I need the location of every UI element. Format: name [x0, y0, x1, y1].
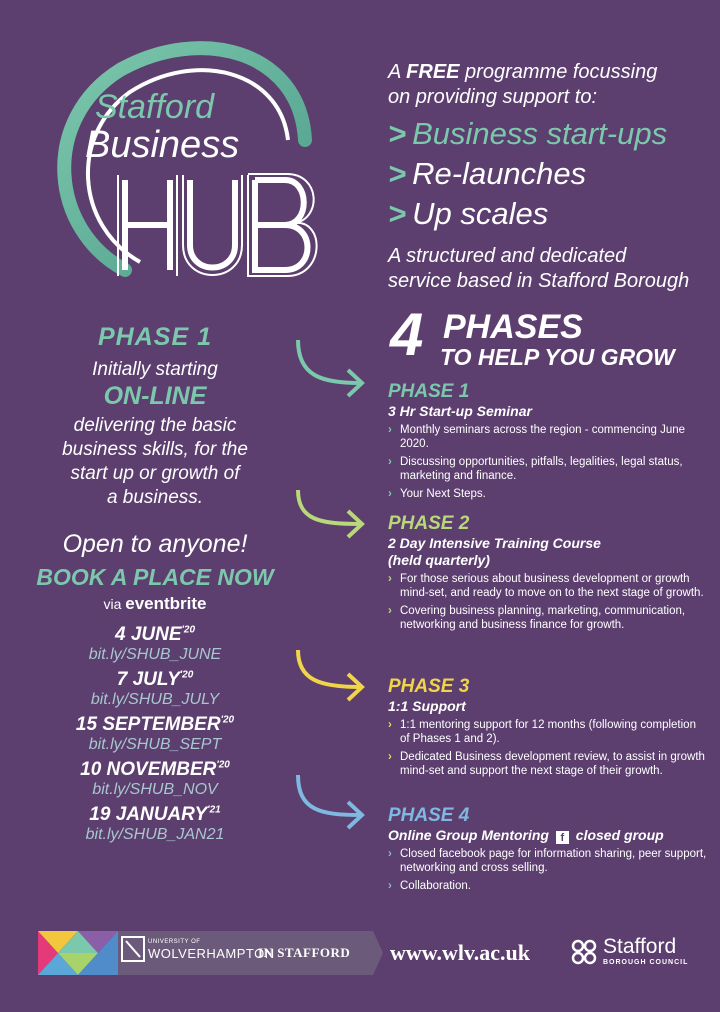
book-place-now: BOOK A PLACE NOW	[36, 564, 274, 590]
initially-text: Initially starting	[92, 359, 218, 380]
phase-3-block	[388, 676, 708, 783]
booking-link[interactable]: bit.ly/SHUB_JAN21	[85, 826, 225, 843]
delivering-line: a business.	[106, 487, 204, 508]
date-year: '20	[216, 759, 230, 771]
university-of-text: UNIVERSITY OF	[148, 939, 201, 945]
intro-text-a: A	[388, 61, 407, 83]
phase-subtitle: 2 Day Intensive Training Course	[388, 535, 601, 551]
logo-business: Business	[85, 124, 240, 166]
bullet-startups	[388, 116, 667, 152]
delivering-text	[30, 414, 280, 510]
date-item	[30, 624, 280, 646]
date-label: 10 NOVEMBER	[80, 759, 217, 780]
logo-stafford: Stafford	[95, 88, 215, 126]
list-item	[388, 456, 708, 483]
chevron-right-icon: ›	[388, 751, 392, 763]
facebook-icon: f	[556, 831, 569, 844]
booking-link[interactable]: bit.ly/SHUB_SEPT	[88, 736, 222, 753]
open-to-anyone: Open to anyone!	[62, 530, 248, 558]
point-text: For those serious about business development or growth mind-set, and ready to move on to the next stage of growth.	[400, 573, 704, 599]
phase-subtitle: (held quarterly)	[388, 552, 490, 568]
date-label: 19 JANUARY	[89, 804, 208, 825]
date-year: '20	[220, 714, 235, 726]
chevron-right-icon: >	[388, 116, 407, 151]
list-item	[388, 751, 708, 778]
phase-2-block	[388, 513, 708, 637]
intro-text-b: programme focussing	[459, 61, 658, 83]
list-item	[388, 880, 708, 894]
phases-heading: PHASES	[443, 308, 583, 346]
point-text: Your Next Steps.	[400, 488, 486, 500]
point-text: Closed facebook page for information sharing, peer support, networking and cross selling.	[400, 848, 707, 874]
phase-1-block	[388, 381, 708, 507]
bullet-label: Business start-ups	[412, 116, 668, 151]
point-text: Collaboration.	[400, 880, 471, 892]
chevron-right-icon: ›	[388, 880, 392, 892]
structured-line: service based in Stafford Borough	[388, 270, 690, 292]
list-item	[388, 424, 708, 451]
point-text: Discussing opportunities, pitfalls, legalities, legal status, marketing and finance.	[400, 456, 683, 482]
phase-points	[388, 573, 708, 632]
structured-line: A structured and dedicated	[388, 245, 627, 267]
phase-subtitle: 1:1 Support	[388, 698, 466, 714]
bullet-label: Re-launches	[412, 156, 587, 191]
point-text: 1:1 mentoring support for 12 months (following completion of Phases 1 and 2).	[400, 719, 696, 745]
phase-points	[388, 848, 708, 894]
via-eventbrite	[30, 594, 280, 614]
council-crest-icon	[568, 936, 600, 968]
date-list	[30, 624, 280, 844]
phase-subtitle: 3 Hr Start-up Seminar	[388, 403, 532, 419]
chevron-right-icon: ›	[388, 573, 392, 585]
intro-line2: on providing support to:	[388, 86, 598, 108]
chevron-right-icon: ›	[388, 605, 392, 617]
phase-4-block	[388, 805, 708, 899]
booking-link[interactable]: bit.ly/SHUB_NOV	[92, 781, 218, 798]
phase-title: PHASE 4	[388, 805, 470, 826]
point-text: Monthly seminars across the region - commencing June 2020.	[400, 424, 686, 450]
council-name: Stafford	[603, 935, 677, 958]
intro-text	[388, 60, 708, 110]
to-help-heading: TO HELP YOU GROW	[440, 344, 675, 370]
booking-link[interactable]: bit.ly/SHUB_JUNE	[88, 646, 222, 663]
wolverhampton-text: WOLVERHAMPTON	[148, 946, 275, 961]
free-word: FREE	[406, 61, 460, 83]
bullet-upscales	[388, 196, 548, 232]
website-link[interactable]: www.wlv.ac.uk	[390, 940, 530, 965]
date-year: '20	[181, 624, 196, 636]
left-phase-label: PHASE 1	[98, 323, 212, 351]
chevron-right-icon: >	[388, 156, 407, 191]
four-number: 4	[390, 301, 424, 368]
phase-title: PHASE 1	[388, 381, 470, 402]
chevron-right-icon: ›	[388, 424, 392, 436]
date-label: 15 SEPTEMBER	[75, 714, 221, 735]
booking-link[interactable]: bit.ly/SHUB_JULY	[90, 691, 220, 708]
date-year: '21	[207, 804, 221, 816]
in-stafford-text: IN STAFFORD	[258, 945, 351, 960]
timeline-graphic	[280, 240, 380, 840]
bullet-relaunches	[388, 156, 586, 192]
phase-subtitle-text: closed group	[575, 827, 664, 843]
list-item	[388, 719, 708, 746]
date-item	[30, 714, 280, 736]
phase-title: PHASE 3	[388, 676, 470, 697]
chevron-right-icon: ›	[388, 488, 392, 500]
eventbrite-logo: eventbrite	[125, 594, 207, 613]
bullet-label: Up scales	[412, 196, 549, 231]
chevron-right-icon: ›	[388, 456, 392, 468]
phase-points	[388, 719, 708, 778]
delivering-line: start up or growth of	[70, 463, 240, 484]
phase-points	[388, 424, 708, 502]
date-year: '20	[179, 669, 194, 681]
list-item	[388, 848, 708, 875]
date-item	[30, 804, 280, 826]
chevron-right-icon: ›	[388, 848, 392, 860]
list-item	[388, 573, 708, 600]
phase-subtitle-text: Online Group Mentoring	[388, 827, 549, 843]
structured-text	[388, 244, 708, 294]
phase-title: PHASE 2	[388, 513, 470, 534]
delivering-line: business skills, for the	[62, 439, 248, 460]
point-text: Covering business planning, marketing, communication, networking and business finance for growth.	[400, 605, 686, 631]
delivering-line: delivering the basic	[73, 415, 237, 436]
date-label: 4 JUNE	[114, 624, 182, 645]
date-item	[30, 759, 280, 781]
phase-subtitle	[388, 827, 708, 844]
date-label: 7 JULY	[116, 669, 180, 690]
list-item	[388, 488, 708, 502]
council-subtitle: BOROUGH COUNCIL	[603, 959, 689, 966]
via-text: via	[103, 596, 122, 612]
list-item	[388, 605, 708, 632]
chevron-right-icon: ›	[388, 719, 392, 731]
date-item	[30, 669, 280, 691]
online-text: ON-LINE	[103, 382, 207, 410]
chevron-right-icon: >	[388, 196, 407, 231]
point-text: Dedicated Business development review, to assist in growth mind-set and support the next stage of their growth.	[400, 751, 705, 777]
